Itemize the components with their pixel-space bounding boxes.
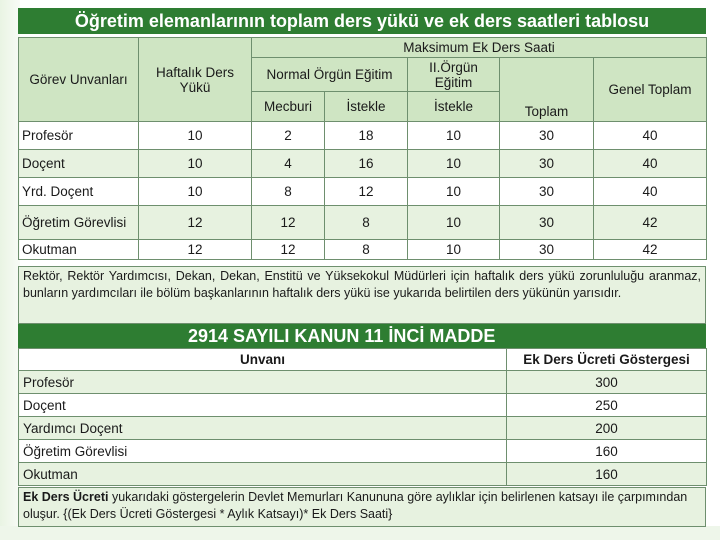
header-normal-orgun: Normal Örgün Eğitim [252, 58, 408, 92]
header-maksimum-ek-ders: Maksimum Ek Ders Saati [252, 38, 707, 58]
cell-genel-toplam: 40 [594, 178, 707, 206]
cell-gosterge: 300 [507, 371, 707, 394]
table-row [19, 178, 707, 206]
header-unvani: Unvanı [19, 349, 507, 371]
header-haftalik-ders-yuku: Haftalık Ders Yükü [139, 38, 252, 122]
slide [18, 8, 706, 528]
cell-toplam: 30 [500, 240, 594, 260]
cell-genel-toplam: 42 [594, 240, 707, 260]
footer-bold-label: Ek Ders Ücreti [23, 490, 109, 504]
header-ikinci-orgun: II.Örgün Eğitim [408, 58, 500, 92]
ek-ders-gosterge-table [18, 348, 707, 486]
table-row [19, 150, 707, 178]
decorative-bottom-stripe [0, 526, 720, 540]
cell-gosterge: 250 [507, 394, 707, 417]
header-toplam: Toplam [500, 58, 594, 122]
table-row [19, 206, 707, 240]
table-row [19, 122, 707, 150]
cell-toplam: 30 [500, 206, 594, 240]
cell-genel-toplam: 42 [594, 206, 707, 240]
cell-haftalik: 10 [139, 178, 252, 206]
cell-istekle-ikinci: 10 [408, 150, 500, 178]
cell-gosterge: 160 [507, 440, 707, 463]
cell-toplam: 30 [500, 122, 594, 150]
footer-note [18, 487, 706, 527]
table-row [19, 440, 707, 463]
rektor-note: Rektör, Rektör Yardımcısı, Dekan, Dekan, Enstitü ve Yüksekokul Müdürleri için haftalık ders yükü zorunluluğu aranmaz, bunların yardımcıları ile bölüm başkanlarının haftalık ders yükü ise yukarıda belirtilen ders yükünün yarısıdır. [18, 266, 706, 324]
cell-unvan: Öğretim Görevlisi [19, 440, 507, 463]
cell-unvan: Öğretim Görevlisi [19, 206, 139, 240]
page-title: Öğretim elemanlarının toplam ders yükü ve ek ders saatleri tablosu [18, 8, 706, 34]
header-gorev-unvanlari: Görev Unvanları [19, 38, 139, 122]
section-title: 2914 SAYILI KANUN 11 İNCİ MADDE [188, 326, 496, 346]
header-istekle-ikinci: İstekle [408, 92, 500, 122]
cell-istekle-normal: 8 [325, 240, 408, 260]
cell-mecburi: 2 [252, 122, 325, 150]
cell-istekle-normal: 8 [325, 206, 408, 240]
cell-mecburi: 12 [252, 240, 325, 260]
cell-haftalik: 12 [139, 240, 252, 260]
cell-unvan: Okutman [19, 240, 139, 260]
header-genel-toplam: Genel Toplam [594, 58, 707, 122]
cell-haftalik: 10 [139, 122, 252, 150]
table-row [19, 463, 707, 486]
cell-unvan: Profesör [19, 371, 507, 394]
footer-text: yukarıdaki göstergelerin Devlet Memurları Kanununa göre aylıklar için belirlenen katsayı ile çarpımından oluşur. {(Ek Ders Ücreti Göstergesi * Aylık Katsayı)* Ek Ders Saati} [23, 490, 688, 521]
cell-unvan: Yrd. Doçent [19, 178, 139, 206]
header-ek-ders-gostergesi: Ek Ders Ücreti Göstergesi [507, 349, 707, 371]
cell-istekle-normal: 12 [325, 178, 408, 206]
cell-haftalik: 10 [139, 150, 252, 178]
cell-genel-toplam: 40 [594, 150, 707, 178]
table-row [19, 394, 707, 417]
cell-mecburi: 4 [252, 150, 325, 178]
cell-unvan: Yardımcı Doçent [19, 417, 507, 440]
header-istekle-normal: İstekle [325, 92, 408, 122]
cell-toplam: 30 [500, 150, 594, 178]
cell-gosterge: 200 [507, 417, 707, 440]
cell-genel-toplam: 40 [594, 122, 707, 150]
cell-istekle-ikinci: 10 [408, 206, 500, 240]
cell-mecburi: 12 [252, 206, 325, 240]
section-header-bar [18, 324, 706, 348]
table-row [19, 371, 707, 394]
ders-yuku-table [18, 37, 707, 260]
cell-mecburi: 8 [252, 178, 325, 206]
cell-unvan: Okutman [19, 463, 507, 486]
cell-istekle-ikinci: 10 [408, 240, 500, 260]
cell-haftalik: 12 [139, 206, 252, 240]
table-row [19, 417, 707, 440]
cell-istekle-ikinci: 10 [408, 178, 500, 206]
cell-unvan: Doçent [19, 150, 139, 178]
header-mecburi: Mecburi [252, 92, 325, 122]
table-row [19, 240, 707, 260]
cell-unvan: Doçent [19, 394, 507, 417]
cell-istekle-normal: 16 [325, 150, 408, 178]
cell-istekle-ikinci: 10 [408, 122, 500, 150]
decorative-left-stripe [0, 0, 20, 540]
cell-istekle-normal: 18 [325, 122, 408, 150]
cell-toplam: 30 [500, 178, 594, 206]
cell-gosterge: 160 [507, 463, 707, 486]
cell-unvan: Profesör [19, 122, 139, 150]
